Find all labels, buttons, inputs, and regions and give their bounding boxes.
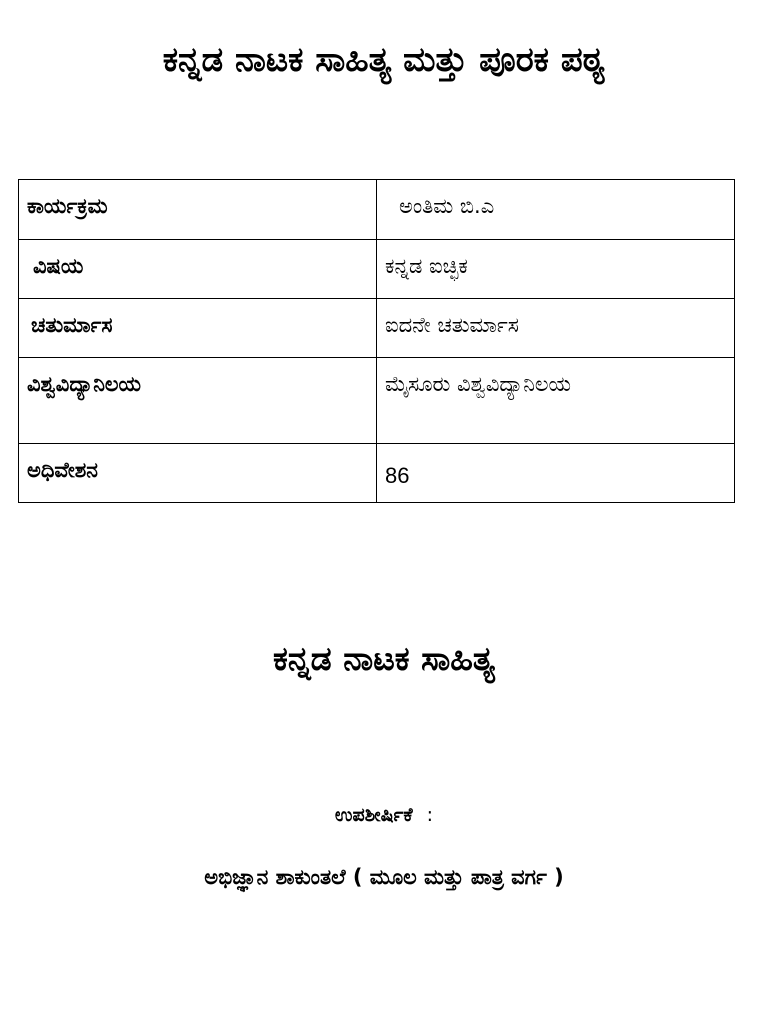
table-value-cell: ಕನ್ನಡ ಐಚ್ಛಿಕ <box>377 240 735 299</box>
table-label-cell <box>19 240 377 299</box>
table-value-cell <box>377 444 735 503</box>
table-value-cell <box>377 180 735 240</box>
table-value-text: ಅಂತಿಮ ಬಿ.ಎ <box>399 194 495 218</box>
table-row <box>19 180 735 240</box>
table-value-cell: ಮೈಸೂರು ವಿಶ್ವವಿದ್ಯಾನಿಲಯ <box>377 358 735 444</box>
table-label-cell: ವಿಶ್ವವಿದ್ಯಾನಿಲಯ <box>19 358 377 444</box>
subheading <box>0 803 768 828</box>
document-title: ಕನ್ನಡ ನಾಟಕ ಸಾಹಿತ್ಯ ಮತ್ತು ಪೂರಕ ಪಠ್ಯ <box>162 40 606 80</box>
table-row <box>19 444 735 503</box>
course-info-table <box>18 179 735 503</box>
table-row <box>19 358 735 444</box>
section-title: ಕನ್ನಡ ನಾಟಕ ಸಾಹಿತ್ಯ <box>273 639 495 678</box>
table-label-cell: ಕಾರ್ಯಕ್ರಮ <box>19 180 377 240</box>
table-label-cell: ಅಧಿವೇಶನ <box>19 444 377 503</box>
table-row <box>19 299 735 358</box>
subheading-label: ಉಪಶೀರ್ಷಿಕೆ <box>334 804 413 826</box>
subheading-colon: : <box>426 804 434 826</box>
table-label-cell <box>19 299 377 358</box>
table-label-text: ಚತುರ್ಮಾಸ <box>31 313 113 337</box>
subheading-value: ಅಭಿಜ್ಞಾನ ಶಾಕುಂತಲೆ ( ಮೂಲ ಮತ್ತು ಪಾತ್ರ ವರ್ಗ ) <box>204 865 564 889</box>
table-value-cell: ಐದನೇ ಚತುರ್ಮಾಸ <box>377 299 735 358</box>
table-value-number: 86 <box>385 463 410 488</box>
table-label-text: ವಿಷಯ <box>33 254 84 278</box>
table-row <box>19 240 735 299</box>
